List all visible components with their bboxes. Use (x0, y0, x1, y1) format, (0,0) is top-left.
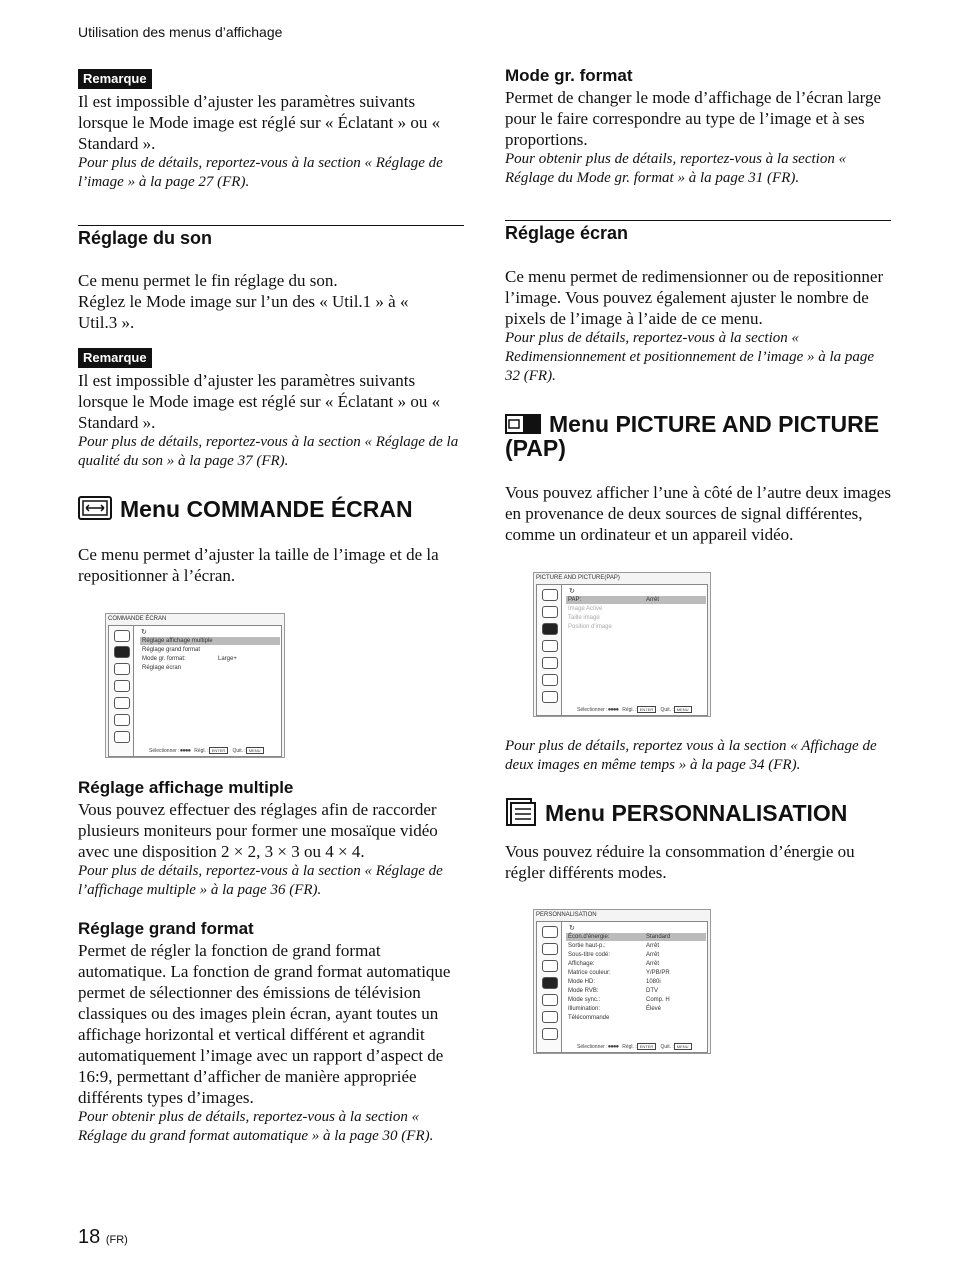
picture-icon (542, 589, 558, 601)
menu-sidebar (537, 922, 562, 1052)
running-header: Utilisation des menus d’affichage (78, 24, 283, 40)
pap-intro: Vous pouvez afficher l’une à côté de l’autre deux images en provenance de deux sources de signal différentes, comme un ordinateur et un appareil vidéo. (505, 483, 891, 544)
ecran-reference: Pour plus de détails, reportez-vous à la section « Redimensionnement et positionnement de l’image » à la page 32 (FR). (505, 330, 875, 384)
pap-icon (114, 680, 130, 692)
setup-icon (114, 714, 130, 726)
section-heading-ecran: Réglage écran (505, 223, 629, 243)
menu-row: Réglage affichage multiple (140, 637, 280, 645)
menu-title: COMMANDE ÉCRAN (108, 616, 167, 622)
picture-icon (114, 630, 130, 642)
subheading-mode: Mode gr. format (505, 66, 633, 85)
menu-footer: Sélectionner :●●●● Régl. : ENTER Quit. : MENU (577, 706, 692, 713)
menu-row: Écon.d'énergie: Standard (566, 933, 706, 941)
picture-icon (542, 926, 558, 938)
sound-icon (114, 663, 130, 675)
note-badge: Remarque (78, 69, 152, 89)
menu-sidebar (537, 585, 562, 715)
screen-control-menu-screenshot (105, 613, 285, 758)
menu-title: PERSONNALISATION (536, 912, 597, 918)
menu-footer: Sélectionner :●●●● Régl. : ENTER Quit. : MENU (149, 747, 264, 754)
info-icon (542, 691, 558, 703)
perso-intro: Vous pouvez réduire la consommation d’énergie ou régler différents modes. (505, 842, 855, 882)
son-intro: Ce menu permet le fin réglage du son. (78, 271, 338, 290)
menu-row: Mode HD: 1080i (568, 979, 661, 985)
son-note-reference: Pour plus de détails, reportez-vous à la section « Réglage de la qualité du son » à la page 37 (FR). (78, 434, 459, 469)
menu-row: Mode sync.: Comp. H (568, 997, 670, 1003)
menu-row: Réglage écran (142, 665, 182, 671)
customize-menu-icon (505, 797, 537, 827)
section-heading-pap: Menu PICTURE AND PICTURE (PAP) (505, 411, 880, 461)
grand-text: Permet de régler la fonction de grand format automatique. La fonction de grand format automatique permet de sélectionner des émissions de télévision classiques ou des images plein écran, ayant toutes un affichage horizontal et vertical différent et agrandit automatiquement l’image avec un rapport d’aspect de 16:9, permettant d’afficher de manière appropriée différents types d’images. (78, 941, 451, 1107)
screen-control-icon (114, 646, 130, 658)
section-divider (78, 225, 464, 226)
menu-row: Position d'image (568, 624, 612, 630)
info-icon (542, 1028, 558, 1040)
menu-row: Affichage: Arrêt (568, 961, 660, 967)
pap-reference: Pour plus de détails, reportez vous à la section « Affichage de deux images en même temps » à la page 34 (FR). (505, 738, 877, 773)
menu-row: Sortie haut-p.: Arrêt (568, 943, 660, 949)
section-heading-son: Réglage du son (78, 228, 213, 248)
menu-row: Réglage grand format (142, 647, 201, 653)
mode-text: Permet de changer le mode d’affichage de l’écran large pour le faire correspondre au type de l’image et à ses proportions. (505, 88, 882, 149)
subheading-grand: Réglage grand format (78, 919, 254, 938)
return-icon: ↻ (141, 629, 147, 636)
setup-icon (542, 674, 558, 686)
son-instruction: Réglez le Mode image sur l’un des « Util.1 » à « Util.3 ». (78, 292, 409, 332)
return-icon: ↻ (569, 925, 575, 932)
pap-icon (542, 994, 558, 1006)
mode-reference: Pour obtenir plus de détails, reportez-vous à la section « Réglage du Mode gr. format » à la page 31 (FR). (505, 151, 847, 186)
menu-row: Télécommande (568, 1015, 610, 1021)
menu-footer: Sélectionner :●●●● Régl. : ENTER Quit. : MENU (577, 1043, 692, 1050)
menu-sidebar (109, 626, 134, 756)
screen-control-menu-icon (78, 496, 112, 520)
commande-intro: Ce menu permet d’ajuster la taille de l’image et de la repositionner à l’écran. (78, 545, 439, 585)
section-divider (505, 220, 891, 221)
sound-icon (542, 960, 558, 972)
multiple-reference: Pour plus de détails, reportez-vous à la section « Réglage de l’affichage multiple » à la page 36 (FR). (78, 863, 443, 898)
menu-row: Sous-titre codé: Arrêt (568, 952, 660, 958)
menu-row: Mode gr. format: Large+ (142, 656, 237, 662)
sound-icon (542, 640, 558, 652)
menu-row: PAP: Arrêt (566, 596, 706, 604)
page-number: 18 (FR) (78, 1226, 128, 1248)
screen-control-icon (542, 606, 558, 618)
menu-row: Taille image (568, 615, 600, 621)
menu-row: Image Active (568, 606, 603, 612)
grand-reference: Pour obtenir plus de détails, reportez-vous à la section « Réglage du grand format automatique » à la page 30 (FR). (78, 1109, 434, 1144)
menu-row: Matrice couleur: Y/PB/PR (568, 970, 670, 976)
customize-icon (114, 697, 130, 709)
menu-row: Illumination: Élevé (568, 1006, 662, 1012)
menu-row: Mode RVB: DTV (568, 988, 658, 994)
son-note-text: Il est impossible d’ajuster les paramètres suivants lorsque le Mode image est réglé sur « Éclatant » ou « Standard ». (78, 371, 441, 432)
section-heading-perso: Menu PERSONNALISATION (545, 800, 848, 826)
customize-menu-screenshot (533, 909, 711, 1054)
screen-control-icon (542, 943, 558, 955)
return-icon: ↻ (569, 588, 575, 595)
subheading-multiple: Réglage affichage multiple (78, 778, 294, 797)
pap-menu-screenshot (533, 572, 711, 717)
multiple-text: Vous pouvez effectuer des réglages afin de raccorder plusieurs moniteurs pour former une mosaïque vidéo avec une disposition 2 × 2, 3 × 3 ou 4 × 4. (78, 800, 438, 861)
pap-icon (542, 623, 558, 635)
note-reference: Pour plus de détails, reportez-vous à la section « Réglage de l’image » à la page 27 (FR). (78, 155, 443, 190)
customize-icon (542, 977, 558, 989)
note-text: Il est impossible d’ajuster les paramètres suivants lorsque le Mode image est réglé sur « Éclatant » ou « Standard ». (78, 92, 441, 153)
setup-icon (542, 1011, 558, 1023)
section-heading-commande: Menu COMMANDE ÉCRAN (120, 496, 413, 522)
menu-title: PICTURE AND PICTURE(PAP) (536, 575, 620, 581)
info-icon (114, 731, 130, 743)
ecran-text: Ce menu permet de redimensionner ou de repositionner l’image. Vous pouvez également ajuster le nombre de pixels de l’image à l’aide de ce menu. (505, 267, 884, 328)
customize-icon (542, 657, 558, 669)
note-badge-son: Remarque (78, 348, 152, 368)
